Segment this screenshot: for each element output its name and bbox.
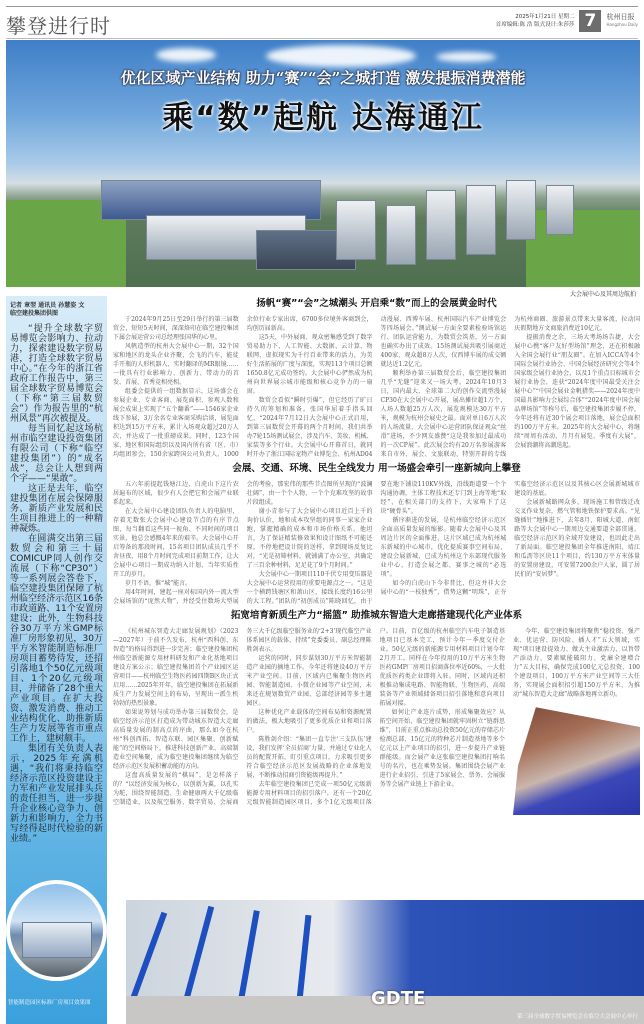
- banner-flag: [297, 915, 312, 1000]
- page-number: 7: [579, 10, 601, 32]
- byline-author: 记者 章翌 通讯员 孙慧姿 文: [10, 302, 85, 309]
- body-paragraph: 提振消费之余，三场大考场场告捷，大会展中心携“客户友好型场馆”理念，还在积极融入全国会展行业“朋友圈”。在加入ICCA等4个国际会展行业协会、中国会展经济研究会等4个国家级会展行业协会，以及1个重点目标城市会展行业协会，连获“2024年度中国最受关注会展中心”“中国会展业金帆猎奖——2024年度中国最具影响力会展综合体”“2024年度中国会展品牌场馆”等称号后，临空建投集团步履不停，今年还将有近30个展会项目落地，展会总面积约100万平方米。2025年的大会展中心，将继续“周周有活动、月月有展览、季度有大展”，会展浪潮将高潮迭起。: [514, 334, 640, 449]
- body-paragraph: 大会展中心一期项目110千伏专用变压器是大会展中心运营投用的重要电源点之一。“这是一个横跨钱塘区和萧山区，接线长度约16公里的大工程。”团队的“初创成员”陈晓回忆，由于要在地下铺设110KV外线，沿线距道要一个个沟通协调，主体工程技术还专门到上海等地“取经”，在相关部门的支持下，大家啃下了这块“硬骨头”。: [246, 481, 507, 605]
- body-paragraph: 风帆造型的杭州大会展中心一期，32个国家和地区的龙头企业齐聚，会飞的汽车、能徒手开瓶的人形机器人、实时翻译的MR眼镜……一批具有行业影响力、创新力、带动力的首发、首展、首秀竞相亮相。: [113, 343, 239, 386]
- hero-subtitle: 优化区域产业结构 助力“赛”“会”之城打造 激发提振消费潜能: [120, 69, 526, 87]
- body-paragraph: 如何让产业连片成势，形成集聚效应？从拓空间开始，临空建投集团就牢固树立“链群思维”，目前正重点推动总投资50亿元的存储芯片检测总部、15亿元的特种芯片制造基地等多个亿元以上产业项目的招引，进一步提升产业链群能级。而会展产业这张临空建投集团打响名号的名片，也在乘势发展。集团围绕会展产业进行企业招引，引进了5家展会、票务、会展服务等会展产业链上下游企业。: [379, 709, 505, 788]
- body-paragraph: 陈胜剑介绍：“集团一直专注‘三支队伍’建设，我们发挥‘全员招商’力量，并通过专业化人员的配置开拓，盯引重点项目，力求吸引更多符合临空经济示范区发展战略的企业落地发展，不断推动招商引资能级再提升。”: [246, 736, 372, 779]
- rendering-caption: 智能制造园区标准厂房项目效果图: [8, 1000, 91, 1006]
- body-paragraph: 组委会提供的一组数据显示，这场盛会在参展企业、专业客商、展览面积、参观人数和展会成果上实现了“五个翻番”——1546家企业线下参展，3万余名专业客商采购洽谈，展览面积达到15万平方米，累计入场观众超过20万人次，并达成了一批重磅成果。同时，123个国家、地区和国际组织以及国内所有省（区、市）均组团参会，150余家跨国公司负责人、1000余位行业专家出席，6700多位境外客商到会，均创历届新高。: [113, 316, 373, 458]
- body-paragraph: 《杭州城东智造大走廊发展规划》（2023—2027年）于前不久发布，杭州“西科创、东智造”的格局得到进一步完善；临空建投集团杭州临空新能源专用材料研发和产业化基地项目建设方案公示；临空建投集团首个产业园区运营项目——杭州临空生物医药园四期B区块正式启用……2025年开年，临空建投集团在拓展新质生产力发展空间上的布局，呈现出一派生机勃勃的热烈景象。: [113, 628, 239, 707]
- byline-photo: 临空建投集团供图: [10, 310, 59, 317]
- gdte-sign: GDTE: [371, 988, 426, 1009]
- body-paragraph: 这盘高质量发展的“棋局”，是怎样落子的？“以经济发展为核心，以创新为翼，以孔实为舵，围绕智能制造、生命健康两大千亿级临空制造业，以及航空服务、数字贸易、会展商务三大千亿级临空服务业的‘2+3’现代临空产业体系园区的载体，持续”党委委员、副总经理陈胜剑表示。: [113, 628, 372, 806]
- section3-last-column: [513, 627, 640, 815]
- banner-flag: [131, 912, 167, 999]
- section2-body: [113, 480, 640, 606]
- body-paragraph: 会展新城路网众多，现场施工和管线迁改交叉作业复杂，燃气管和地铁保护要求高。“见缝插针”地推进下，去年8月，阳城大道、南虹路等大会展中心一期周边交通要道全部贯通。临空经济示范区的全域开发建设，也因此走出了新局面。临空建投集团全年推进南阳、靖江和瓜沥等区块11个项目，约130万平方米体量的安置房建设，可安置7200余户人家，圆了居民们的“安居梦”。: [514, 499, 640, 578]
- banner-flag: [184, 906, 214, 999]
- section3-columns: [113, 627, 505, 807]
- building: [426, 190, 456, 260]
- intro-paragraph: 这正是去年，临空建投集团在展会保障服务、新质产业发展和民生项目推进上的一种精神凝炼。: [10, 484, 103, 534]
- body-paragraph: 这5天，中外展商、观众密集感受到了数字贸易助力下，人工智能、大数据、云计算、物联网、虚拟现实为千行百业带来的活力，为美好生活拓展的广度与深度，实现113个项目总额1650.8亿元成功签约。大会展中心俨然成为杭州向世界展示城市能级和核心竞争力的一扇窗。: [246, 334, 373, 395]
- masthead-info: [496, 10, 638, 32]
- section3-body: [113, 627, 640, 815]
- photo-caption: 第三届全球数字贸易博览会在临空大会展中心举行: [516, 1014, 638, 1020]
- body-paragraph: 五六年前提起钱塘江边、白虎山下这片农居遍布的区域，很少有人会把它和会展产业联系起来。: [113, 481, 239, 506]
- body-paragraph: 运营的同时，同步谋划30万平方米智能制造产业园的摘地工作。今年还将建设40万平方米产业空间。目前，区域内已集聚生物医药园、智能制造园、小微企业园等产业空间，未来还在规划数贸产业园、总部经济园等多主题园区。: [246, 655, 372, 707]
- expo-entrance-photo: [126, 900, 644, 1024]
- building: [336, 200, 376, 260]
- body-paragraph: 数贸会看似“瞬时引爆”，但它经历了旷日持久的筹划和准备。张国华屈着手指头回忆，“2024年7月12日大会展中心正式启用，到第三届数贸会开幕的两个月时间，我们共举办7轮15场测试展会，涉及汽车、美妆、机械、家装等多个行业。大会展中心开幕首日，就同时开办了浙江国际宠物产业博览会、杭州AD04动漫展、西博车展、杭州国际汽车产业博览会等四场展会。”测试展一方面全要素检验场馆运行、团队运营能力，为数贸会筑基，另一方面也确实办出了成效。15场测试展共吸引展商近400家、观众超8万人次，仅西博车展的成交额就达近1.2亿元。: [246, 316, 507, 458]
- body-paragraph: 顺利举办第三届数贸会后，临空建投集团几乎“无缝”迎来又一场大考。2024年10月3日，国内最大、全球第二大的创作交流型漫展CP30在大会展中心开展，展出摊位超1万个，人场人数超25万人次，展览规模达30万平方米，规模为杭州会展史之最。面对单日6万人次的人场流量，大会展中心运营团队保证观众“丝滑”进场，不少网友盛赞“这是我参加过最成功的一次CP展”。此次展会约有20万名参展游客来自市外，展会、文旅联动，特别开辟的专线为杭州商圈、旅游景点带来大量客流，拉动国庆假期地方文商旅消费近10亿元。: [380, 316, 640, 458]
- intro-paragraph: 在圆满交出第三届数贸会和第三十届COMICUP同人创作交流展（下称“CP30”）等一系列展会答卷下，临空建投集团保障了杭州临空经济示范区16条市政道路、11个安置房建设；此外，生物科技谷30万平方米GMP标准厂房形象初见，30万平方米智能制造标准厂房项目蓄势待发，还招引落地1个50亿元级项目、1个20亿元级项目，并储备了28个重大产业项目。在扩大投资、激发消费、推动工业结构优化、助推新质生产力发展等省市重点工作上，建树颇丰。: [10, 534, 103, 744]
- intro-paragraph: 每当回忆起这场杭州市临空建设投资集团有限公司（下称“临空建投集团”）的“成名战”，总会让人想到两个字——“果敢”。: [10, 424, 103, 484]
- body-paragraph: 这种优化产业载体的空间布局和资源配置的做法，极大地吸引了更多优质企业和项目落户。: [246, 709, 372, 734]
- exhibition-hall: [101, 180, 321, 220]
- body-paragraph: 去年临空建投集团已完成一项50亿元级新能源专用材料项目的招引落户，还有一个20亿元级智能制造园区项目，多个1亿元级项目落户。目前，百亿级的杭州临空汽车电子制造基地项目已基本完工，预计今年一季度交付企业。50亿元级的新能源专用材料项目计划今年2月开工。同样在今年投用的10万平方米生物医药GMP厂房项目招商落位率近60%，一大批优质医药类企业即将入驻。同时，区域内还积极推动集成电路、智能物联、生物医药、高端装备等产业领域储备项目招引落地和意向项目拓展对接。: [246, 628, 505, 806]
- factory-building: [22, 922, 92, 958]
- logo-cn: 杭州日报: [606, 13, 635, 21]
- building: [506, 180, 536, 240]
- building: [466, 185, 496, 255]
- section2-headline: 会展、交通、环境、民生全线发力 用一场盛会牵引一座新城向上攀登: [232, 463, 521, 474]
- section3-headline: 拓宽培育新质生产力“摇篮” 助推城东智造大走廊搭建现代化产业体系: [230, 610, 523, 621]
- header-rule: [6, 38, 638, 39]
- cloud: [156, 48, 216, 62]
- editor-credits: 首席编辑:陈 浩 版式设计:朱莎莎: [495, 22, 575, 28]
- byline: [10, 302, 103, 318]
- newspaper-logo: [606, 13, 638, 29]
- issue-meta: [496, 13, 575, 29]
- body-paragraph: 如果说筹划与成功举办第三届数贸会，是临空经济示范区打造成为带动城东智造大走廊高质量发展的制高点的序曲，那么如今在杭州“科创西拓、智造东联、园区集聚、创新赋能”的空间格局下，推进科技创新产业、高端制造业空间集聚，成为临空建投集团继续为临空经济示范区发展积蓄动能的方向。: [113, 709, 239, 770]
- issue-date: 2025年1月21日 星期二: [515, 14, 575, 20]
- main-articles: [113, 294, 640, 815]
- intro-paragraph: 集团有关负责人表示，2025年充满机遇，“我们将秉持临空经济示范区投资建设主力军和产业发展排头兵的责任担当，进一步提升企业核心竞争力、创新力和影响力，全力书写经得起时代检验的新业绩。”: [10, 744, 103, 844]
- logo-en: Hangzhou Daily: [606, 22, 638, 27]
- body-paragraph: 今年，临空建投集团将聚焦“稳投资、强产业、优运营、防风险、插人才”五大领域，实现“项目建设提效力、做大主业激活力、以旨带产添动力、要素赋能破阻力、党廉全建增合力”五大目标，确保完成100亿元总投资、100个建设项目、100万平方米产业空间等三大任务，实现展会面积招引超150万平方米，为推动“城东智造大走廊”战略落地再立新功。: [513, 628, 640, 698]
- body-paragraph: 岁月不语，惟“城”能言。: [125, 580, 192, 587]
- body-paragraph: 循序渐进的发展，是杭州临空经济示范区全面高质量发展的缩影。随着大会展中心及其周边片区的全面推进，这片区域已成为杭州城东新城的中心城市，优化提质赛事空间布局，建设会展新城，已成为杭州这个东部现代服务业中心、打造会展之都、赛事之城的“必选项”。: [380, 517, 507, 578]
- section-title: 攀登进行时: [6, 14, 111, 38]
- body-paragraph: 在大会展中心建设团队负责人的电脑里，存着无数张大会展中心建设节点的有序节点图，每当翻看这些同一视角、不同时间的项目实景，他总会感慨4年来的艰辛。大会展中心开启筹备的那段时间，15名项目团队成员几乎不舍昼夜，用8个月时间完成项目前期工作，让大会展中心项目一期成功纳入计划，当年实质性开工的岁月。: [113, 508, 239, 578]
- section1-headline: 扬帆“赛”“会”之城潮头 开启乘“数”而上的会展黄金时代: [256, 298, 497, 309]
- hero-caption: 大会展中心及其周边航拍: [569, 291, 636, 298]
- body-paragraph: 于2024年9月25日至29日举行的第三届数贸会，短短5天时间，深深烙印在临空建投集团下属会展运营公司总经理张国华的心里。: [113, 316, 239, 341]
- factory-rendering-circle: [6, 880, 107, 981]
- hero-title: 乘“数”起航 达海通江: [162, 100, 484, 136]
- body-paragraph: 谢小青参与了大会展中心项目近百上千的询价认价，地和成本攻坚组的同事一家家企业跑，掌握精确的成本和市场价格关系。他坦言，为了保证精装修效果和设计图纸不可能还原，不停地把设计院的送样，拿到现场反复比对，“光是初筛材料，就铺满了办公室，共确定了三百余种材料，足足花了9个月时间。”: [246, 508, 373, 569]
- cloud: [266, 45, 416, 67]
- building: [546, 185, 574, 235]
- banner-flag: [238, 910, 260, 1000]
- building: [386, 205, 416, 265]
- top-rule: [6, 6, 638, 7]
- cloud: [436, 52, 496, 62]
- section1-body: [113, 315, 640, 459]
- hero-aerial-photo: [6, 40, 640, 287]
- body-paragraph: 用4年时间，建起一座对标国内外一流大型会展场馆的“庞然大物”，并经受住数场大型展会的考验，那宏伟的那些节点图所呈现的“波澜壮阔”，由一个个人物、一个个克难攻坚的故事片段组成。: [113, 481, 373, 605]
- green-field: [526, 210, 640, 287]
- body-paragraph: 如今的白虎山下今非昔比，但这并非大会展中心的“一枝独秀”，借势这颗“明珠”，正夯实临空经济示范区以及其核心区会展新城城市建设的基底。: [380, 481, 640, 596]
- intro-paragraph: “提升全球数字贸易博览会影响力、拉动力，探索建设数字贸易港，打造全球数字贸易中心。”在今年的浙江省政府工作报告中，第三届全球数字贸易博览会（下称“第三届数贸会”）作为报告里的“杭州风景”再次被提及。: [10, 324, 103, 424]
- pavilion-roof-photo: [513, 705, 640, 815]
